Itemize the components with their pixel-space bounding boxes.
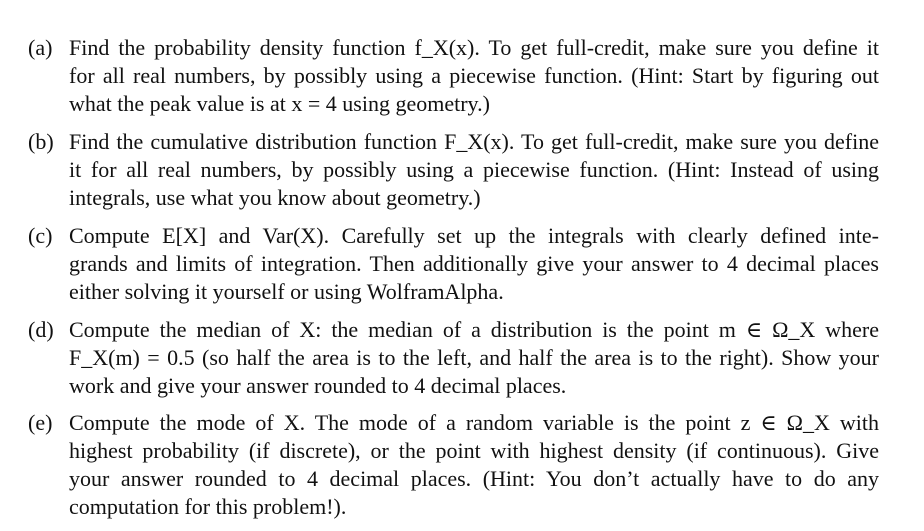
problem-label: (e) [28, 410, 53, 435]
text-line: Compute E[X] and Var(X). Carefully set up the integrals with clearly defined inte- [69, 223, 879, 248]
text-line: highest probability (if discrete), or the point with highest density (if continuous). Give [69, 438, 879, 463]
problem-text [69, 222, 879, 306]
problem-label: (d) [28, 317, 54, 342]
problem-text [69, 316, 879, 400]
problem-label: (b) [28, 129, 54, 154]
problem-label: (a) [28, 35, 53, 60]
text-line: Compute the mode of X. The mode of a random variable is the point z ∈ Ω_X with [69, 410, 879, 435]
text-line: Find the cumulative distribution function F_X(x). To get full-credit, make sure you define [69, 129, 879, 154]
text-line: Find the probability density function f_X(x). To get full-credit, make sure you define it [69, 35, 879, 60]
problem-text [69, 409, 879, 521]
text-line: Compute the median of X: the median of a distribution is the point m ∈ Ω_X where [69, 317, 879, 342]
text-line: either solving it yourself or using WolframAlpha. [69, 279, 504, 304]
text-line: F_X(m) = 0.5 (so half the area is to the left, and half the area is to the right). Show your [69, 345, 879, 370]
problem-text [69, 128, 879, 212]
text-line: it for all real numbers, by possibly using a piecewise function. (Hint: Instead of using [69, 157, 879, 182]
text-line: your answer rounded to 4 decimal places. (Hint: You don’t actually have to do any [69, 466, 879, 491]
text-line: for all real numbers, by possibly using a piecewise function. (Hint: Start by figuring out [69, 63, 879, 88]
text-line: what the peak value is at x = 4 using geometry.) [69, 91, 490, 116]
problem-label: (c) [28, 223, 53, 248]
text-line: computation for this problem!). [69, 494, 347, 519]
text-line: work and give your answer rounded to 4 decimal places. [69, 373, 567, 398]
text-line: grands and limits of integration. Then additionally give your answer to 4 decimal places [69, 251, 879, 276]
text-line: integrals, use what you know about geometry.) [69, 185, 481, 210]
problem-text [69, 34, 879, 118]
